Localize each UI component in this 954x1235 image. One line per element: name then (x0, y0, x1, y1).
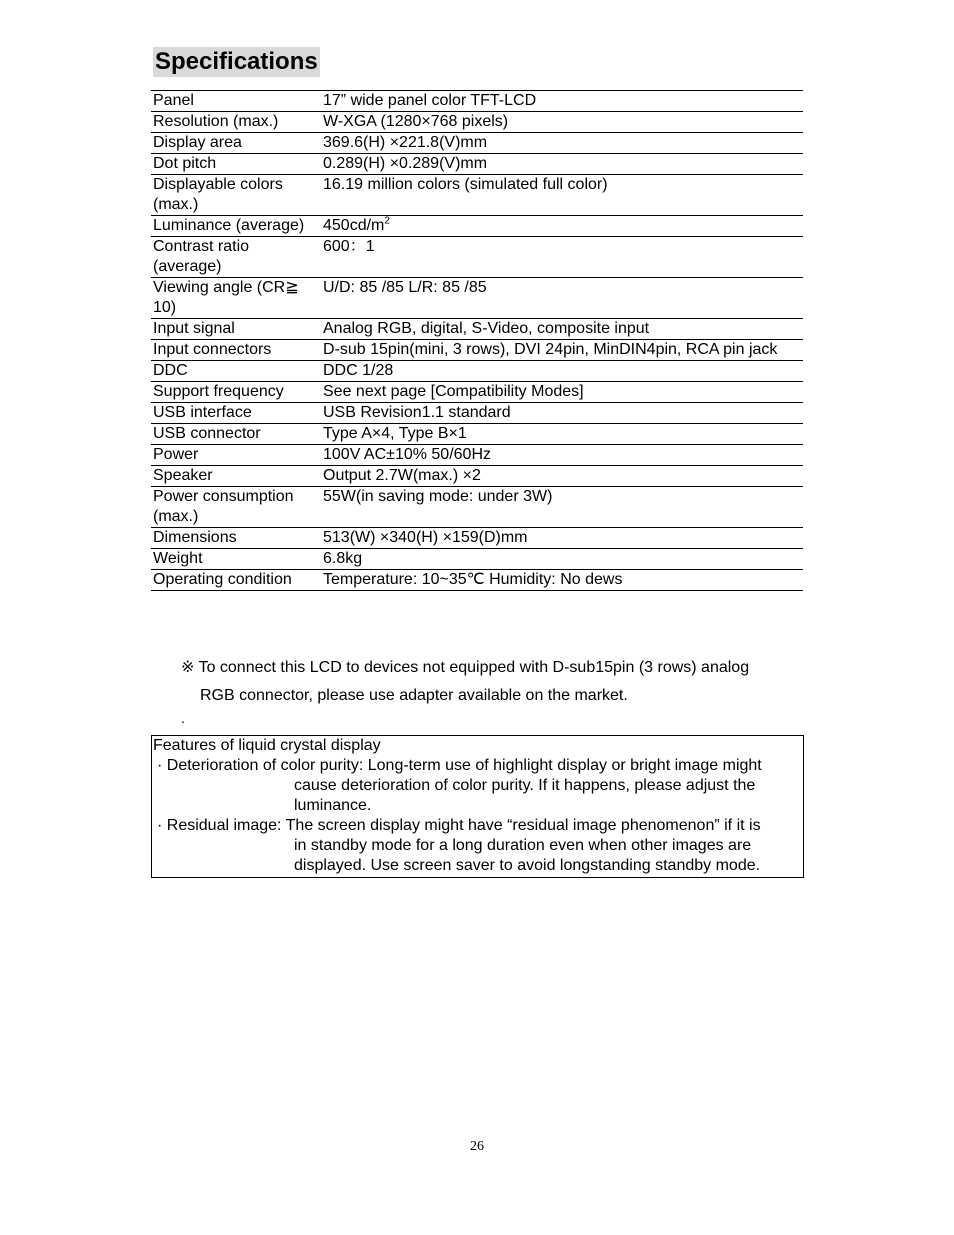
spec-value-text: W-XGA (1280×768 pixels) (323, 113, 509, 130)
spec-value-text: DDC 1/28 (323, 362, 394, 379)
spec-value (321, 549, 803, 570)
spec-value-text: 17” wide panel color TFT-LCD (323, 92, 537, 109)
spec-value-text: Type A×4, Type B×1 (323, 425, 467, 442)
spec-label: DDC (151, 361, 321, 382)
spec-row (151, 403, 803, 424)
spec-label: Input connectors (151, 340, 321, 361)
spec-value-text: Output 2.7W(max.) ×2 (323, 467, 481, 484)
spec-value (321, 528, 803, 549)
spec-value-text: Analog RGB, digital, S-Video, composite input (323, 320, 650, 337)
feature-text: cause deterioration of color purity. If it happens, please adjust the luminance. (294, 777, 756, 814)
spec-value (321, 340, 803, 361)
spec-label: Contrast ratio (average) (151, 237, 321, 278)
spec-value-text: 100V AC±10% 50/60Hz (323, 446, 491, 463)
spec-value (321, 424, 803, 445)
spec-label: Power (151, 445, 321, 466)
note-line-1: ※ To connect this LCD to devices not equipped with D-sub15pin (3 rows) analog (181, 659, 750, 676)
spec-label: Displayable colors (max.) (151, 175, 321, 216)
spec-value-text: USB Revision1.1 standard (323, 404, 511, 421)
spec-row (151, 175, 803, 216)
spec-label: Operating condition (151, 570, 321, 591)
spec-row (151, 91, 803, 112)
feature-text: in standby mode for a long duration even when other images are displayed. Use screen saver to avoid longstanding standby mode. (294, 837, 761, 874)
spec-row (151, 154, 803, 175)
spec-row (151, 340, 803, 361)
spec-label: Luminance (average) (151, 216, 321, 237)
spec-value (321, 361, 803, 382)
spec-value (321, 112, 803, 133)
spec-value (321, 133, 803, 154)
note-line-2: RGB connector, please use adapter available on the market. (200, 687, 628, 704)
spec-row (151, 445, 803, 466)
spec-value-text: Temperature: 10~35℃ Humidity: No dews (323, 571, 623, 588)
spec-row (151, 382, 803, 403)
spec-label: Dot pitch (151, 154, 321, 175)
spec-label: USB interface (151, 403, 321, 424)
spec-row (151, 487, 803, 528)
spec-value (321, 278, 803, 319)
spec-value (321, 382, 803, 403)
spec-value (321, 216, 803, 237)
spec-row (151, 133, 803, 154)
spec-value-text: See next page [Compatibility Modes] (323, 383, 584, 400)
spec-value-text: U/D: 85 /85 L/R: 85 /85 (323, 279, 487, 296)
spec-value (321, 91, 803, 112)
spec-value-text: 369.6(H) ×221.8(V)mm (323, 134, 488, 151)
features-box (151, 735, 804, 878)
spec-label: Speaker (151, 466, 321, 487)
spec-row (151, 237, 803, 278)
spec-value (321, 175, 803, 216)
spec-value-text: 16.19 million colors (simulated full color) (323, 176, 608, 193)
spec-label: Dimensions (151, 528, 321, 549)
spec-label: Viewing angle (CR≧ 10) (151, 278, 321, 319)
spec-value-text: 55W(in saving mode: under 3W) (323, 488, 553, 505)
spec-value (321, 445, 803, 466)
feature-lead: · Residual image: The screen display might have “residual image phenomenon” if it is (157, 817, 761, 834)
spec-row (151, 278, 803, 319)
spec-table (151, 90, 803, 591)
spec-row (151, 361, 803, 382)
spec-row (151, 112, 803, 133)
spec-label: USB connector (151, 424, 321, 445)
spec-label: Input signal (151, 319, 321, 340)
spec-value-text: 6.8kg (323, 550, 363, 567)
spec-label: Display area (151, 133, 321, 154)
spec-value-text: 600：1 (323, 238, 375, 255)
spec-value (321, 487, 803, 528)
page-title: Specifications (155, 48, 318, 75)
spec-value (321, 570, 803, 591)
spec-value (321, 319, 803, 340)
spec-row (151, 319, 803, 340)
spec-label: Weight (151, 549, 321, 570)
spec-value-text: 513(W) ×340(H) ×159(D)mm (323, 529, 528, 546)
spec-row (151, 466, 803, 487)
spec-row (151, 216, 803, 237)
spec-label: Support frequency (151, 382, 321, 403)
spec-label: Power consumption (max.) (151, 487, 321, 528)
spec-value (321, 466, 803, 487)
spec-value (321, 237, 803, 278)
spec-value-text: 0.289(H) ×0.289(V)mm (323, 155, 488, 172)
features-heading: Features of liquid crystal display (153, 737, 381, 754)
feature-item (153, 756, 803, 816)
spec-row (151, 424, 803, 445)
spec-label: Resolution (max.) (151, 112, 321, 133)
note (181, 654, 821, 710)
page-number: 26 (470, 1139, 484, 1154)
spec-row (151, 570, 803, 591)
feature-item (153, 816, 803, 876)
spec-value-text: 450cd/m (323, 217, 385, 234)
feature-lead: · Deterioration of color purity: Long-term use of highlight display or bright image might (157, 757, 762, 774)
spec-value-text: D-sub 15pin(mini, 3 rows), DVI 24pin, MinDIN4pin, RCA pin jack (323, 341, 778, 358)
spec-value (321, 154, 803, 175)
spec-value (321, 403, 803, 424)
spec-row (151, 528, 803, 549)
spec-value-superscript: 2 (384, 215, 390, 227)
stray-dot: . (181, 710, 185, 726)
spec-label: Panel (151, 91, 321, 112)
spec-row (151, 549, 803, 570)
